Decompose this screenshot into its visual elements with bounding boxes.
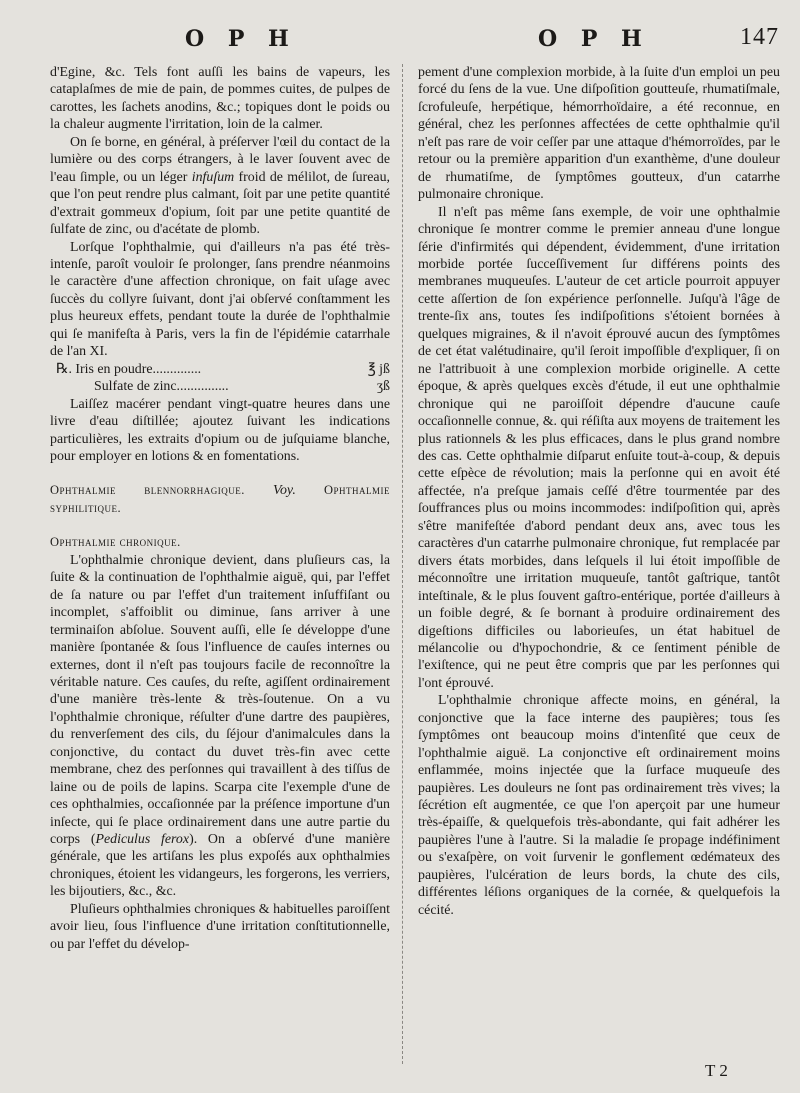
running-head-right: O P H	[538, 26, 650, 52]
text-run: froid de mélilot, de ſureau, que l'on peut rendre plus calmant, ſoit par une petite quantité d'extrait gommeux d'opium, ſoit par une petite quantité de ſulfate de zinc, ou d'acétate de plomb.	[50, 169, 390, 238]
prescription-line	[50, 361, 390, 378]
entry-heading: Ophthalmie chronique.	[50, 535, 181, 550]
prescription-line	[50, 378, 390, 395]
paragraph: Pluſieurs ophthalmies chroniques & habituelles paroiſſent avoir lieu, ſous l'influence d'une irritation conſtitutionnelle, ou par l'effet du dévelop-	[50, 901, 390, 952]
reference-target: Ophthalmie syphilitique.	[50, 483, 390, 515]
ingredient: ℞. Iris en poudre..............	[56, 361, 202, 377]
column-divider	[402, 64, 404, 1064]
paragraph: d'Egine, &c. Tels font auſſi les bains de vapeurs, les cataplaſmes de mie de pain, de pommes cuites, de pulpes de carottes, les ſachets anodins, &c.; topiques dont le poids ou la chaleur augmente l'irritation, loin de la calmer.	[50, 65, 390, 133]
dose: ℥ jß	[367, 361, 390, 377]
paragraph: L'ophthalmie chronique affecte moins, en général, la conjonctive que la face interne des paupières; tous ſes ſymptômes ont beaucoup moins d'intenſité que ceux de l'ophthalmie aiguë. La conjonctive eſt ordinairement moins enflammée, moins injectée que la ſurface muqueuſe des paupières. Les douleurs ne ſont pas ordinairement très vives; la ſécrétion eſt augmentée, ce que l'on aperçoit par une humeur très-épaiſſe, & quelquefois très-abondante, qui fait adhérer les paupières l'une à l'autre. Si la maladie ſe propage indéfiniment ou s'exaſpère, on voit ſurvenir le gonflement œdémateux des paupières, l'ulcération de leurs bords, la chute des cils, différentes léſions organiques de la cornée, & quelquefois la cécité.	[418, 693, 780, 918]
cross-reference	[50, 482, 390, 517]
paragraph: Lorſque l'ophthalmie, qui d'ailleurs n'a pas été très-intenſe, paroît vouloir ſe prolonger, ſans prendre néanmoins le caractère d'une affection chronique, on fait uſage avec ſuccès du collyre ſuivant, dont j'ai obſervé conſtamment les plus heureux effets, pendant toute la durée de l'ophthalmie qui ſe manifeſta à Paris, vers la fin de l'épidémie catarrhale de l'an XI.	[50, 239, 390, 360]
paragraph	[50, 552, 390, 901]
see-marker: Voy.	[273, 483, 296, 499]
running-head-left: O P H	[185, 26, 297, 52]
italic-term: Pediculus ferox	[95, 832, 190, 848]
paragraph: Il n'eſt pas même ſans exemple, de voir une ophthalmie chronique ſe montrer comme le premier anneau d'une longue ſérie d'infirmités qui dépendent, évidemment, d'une irritation morbide portée ſucceſſivement ſur différens points des membranes muqueuſes. L'auteur de cet article pourroit appuyer cette aſſertion de ſon expérience perſonnelle. Juſqu'à l'âge de trente-ſix ans, toutes ſes indiſpoſitions s'étoient bornées à quelques migraines, & il n'avoit éprouvé aucun des ſymptômes de cet état valétudinaire, qu'il ſeroit impoſſible d'expliquer, ſi on ne l'attribuoit à une complexion morbide originelle. A cette époque, & après quelques excès d'étude, il eut une ophthalmie chronique qui ne paroiſſoit dépendre d'aucune cauſe occaſionnelle connue, &. qui réſiſta aux moyens de traitement les plus rationnels & les plus efficaces, dans le plus grand nombre des cas. Cette ophthalmie diſparut enſuite tout-à-coup, & depuis cette eſpèce de révolution; mais la perſonne qui en avoit été affectée, n'a preſque jamais ceſſé d'être tourmentée par des ſouffrances plus ou moins incommodes: indiſpoſition qui, après s'être manifeſtée d'abord pendant deux ans, avec tous les caractères d'un catarrhe pulmonaire chronique, fut remplacée par divers états morbides, dans leſquels il lui étoit impoſſible de méconnoître une irritation muqueuſe, tantôt gaſtrique, tantôt inteſtinale, & le plus ſouvent gaſtro-entérique, portée d'ailleurs à un foible degré, & ſe bornant à produire ordinairement des digeſtions difficiles ou laborieuſes, un état habituel de mélancolie ou d'hypochondrie, & ce ſentiment pénible de l'exiſtence, qui ne peut être compris que par les perſonnes qui l'ont éprouvé.	[418, 204, 780, 691]
left-column	[50, 64, 390, 1069]
paragraph: pement d'une complexion morbide, à la ſuite d'un emploi un peu forcé du ſens de la vue. Une diſpoſition goutteuſe, rhumatiſmale, ſcrofuleuſe, herpétique, hémorrhoïdaire, a été reconnue, en général, chez les perſonnes affectées de cette ophthalmie qu'il n'eſt pas rare de voir ceſſer par une attaque d'hémorroïdes, par le retour ou la première apparition d'un exanthème, d'une douleur de rhumatiſme, de ſymptômes goutteux, d'un catarrhe pulmonaire chronique.	[418, 65, 780, 203]
text-run: On ſe borne, en général, à préſerver l'œil du contact de la lumière ou des corps étrangers, à le laver ſouvent avec de l'eau ſimple, ou un léger	[50, 134, 390, 185]
ingredient: Sulfate de zinc...............	[94, 379, 229, 395]
dose: ʒß	[376, 379, 390, 395]
entry-heading: Ophthalmie blennorrhagique.	[50, 483, 245, 498]
paragraph	[50, 134, 390, 239]
spacer	[50, 465, 390, 482]
right-column	[418, 64, 780, 1069]
text-run: L'ophthalmie chronique devient, dans pluſieurs cas, la ſuite & la continuation de l'ophthalmie aiguë, qui, par l'effet de ſa nature ou par l'effet d'un traitement inſuffiſant ou incomplet, s'affoiblit ou diminue, ſans arriver à une terminaiſon abſolue. Souvent auſſi, elle ſe développe d'une manière ſpontanée & ſous l'influence de cauſes internes ou externes, dont il n'eſt pas toujours facile de reconnoître la véritable nature. Ces cauſes, du reſte, agiſſent ordinairement d'une manière très-lente & très-ſoutenue. On a vu l'ophthalmie chronique, réſulter d'une dartre des paupières, du renverſement des cils, du ſéjour d'animalcules dans la conjonctive, du contact du duvet très-fin avec cette membrane, chez des perſonnes qui travaillent à des tiſſus de laine ou de poils de lapins. Scarpa cite l'exemple d'une de ces ophthalmies, occaſionnée par la préſence importune d'un inſecte, qui ſe place ordinairement dans une autre partie du corps (	[50, 552, 390, 848]
text-run: ). On a obſervé d'une manière générale, que les artiſans les plus expoſés aux ophthalmies chroniques, étoient les vidangeurs, les forgerons, les verriers, les bijoutiers, &c., &c.	[50, 832, 390, 900]
paragraph: Laiſſez macérer pendant vingt-quatre heures dans une livre d'eau diſtillée; ajoutez ſuivant les indications particulières, les extraits d'opium ou de juſquiame blanche, pour employer en lotions & en fomentations.	[50, 396, 390, 464]
signature-mark: T 2	[705, 1061, 728, 1080]
italic-term: infuſum	[191, 169, 235, 185]
spacer	[50, 517, 390, 534]
page-number: 147	[740, 24, 779, 50]
